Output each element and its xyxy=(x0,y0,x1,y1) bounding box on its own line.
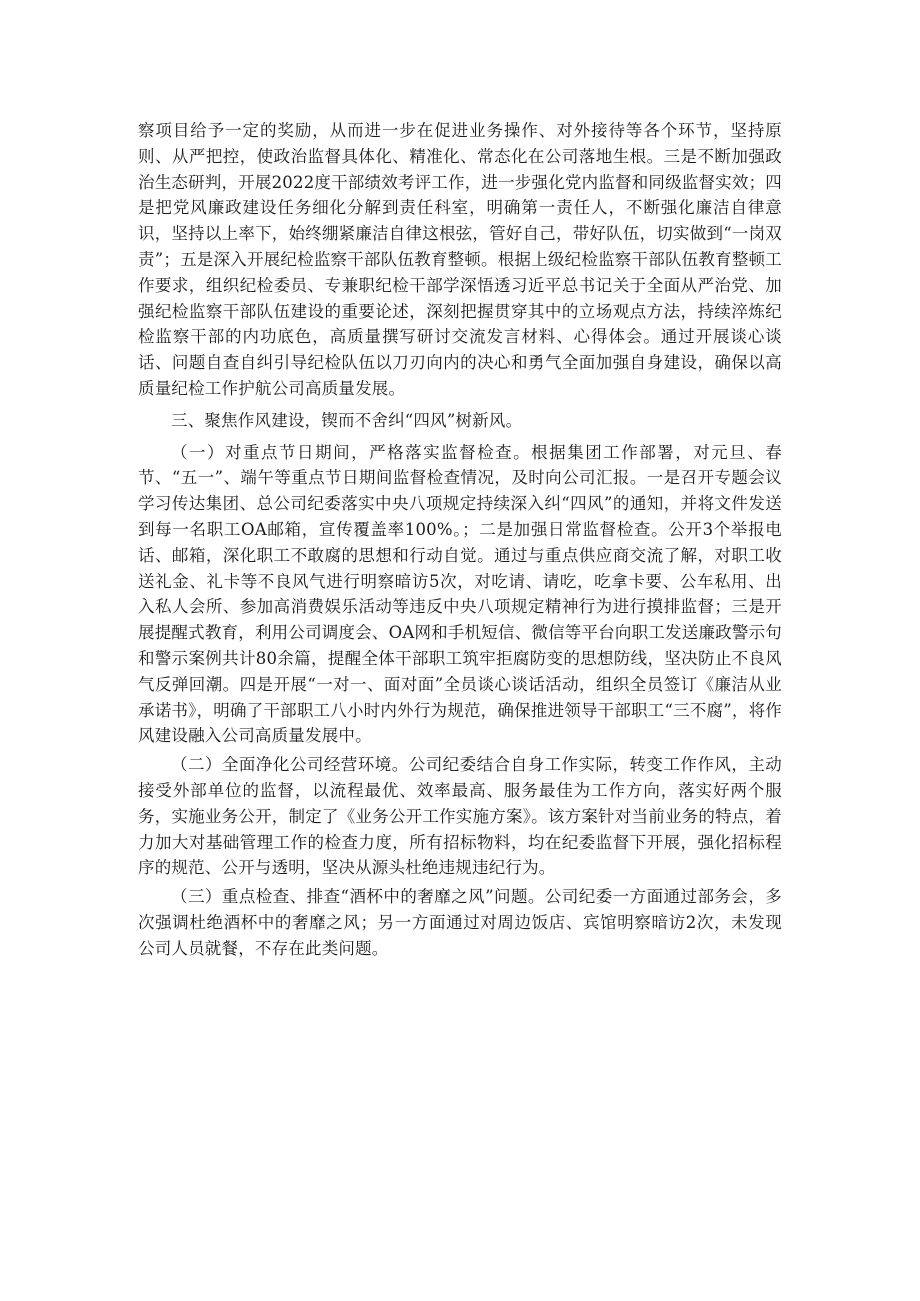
section-heading: 三、聚焦作风建设，锲而不舍纠“四风”树新风。 xyxy=(171,410,523,430)
paragraph-extravagance-check: （三）重点检查、排查“酒杯中的奢靡之风”问题。公司纪委一方面通过部务会，多次强调杜绝酒杯中的奢靡之风；另一方面通过对周边饭店、宾馆明察暗访2次，未发现公司人员就餐，不存在此类问题。 xyxy=(138,887,782,958)
paragraph-holiday-supervision: （一）对重点节日期间，严格落实监督检查。根据集团工作部署，对元旦、春节、“五一”、端午等重点节日期间监督检查情况，及时向公司汇报。一是召开专题会议学习传达集团、总公司纪委落实中央八项规定持续深入纠“四风”的通知，并将文件发送到每一名职工OA邮箱，宣传覆盖率100%。；二是加强日常监督检查。公开3个举报电话、邮箱，深化职工不敢腐的思想和行动自觉。通过与重点供应商交流了解，对职工收送礼金、礼卡等不良风气进行明察暗访5次，对吃请、请吃，吃拿卡要、公车私用、出入私人会所、参加高消费娱乐活动等违反中央八项规定精神行为进行摸排监督；三是开展提醒式教育，利用公司调度会、OA网和手机短信、微信等平台向职工发送廉政警示句和警示案例共计80余篇，提醒全体干部职工筑牢拒腐防变的思想防线，坚决防止不良风气反弹回潮。四是开展“一对一、面对面”全员谈心谈话活动，组织全员签订《廉洁从业承诺书》，明确了干部职工八小时内外行为规范，确保推进领导干部职工“三不腐”，将作风建设融入公司高质量发展中。 xyxy=(138,442,782,746)
paragraph-continuation: 察项目给予一定的奖励，从而进一步在促进业务操作、对外接待等各个环节，坚持原则、从严把控，使政治监督具体化、精准化、常态化在公司落地生根。三是不断加强政治生态研判，开展2022度干部绩效考评工作，进一步强化党内监督和同级监督实效；四是把党风廉政建设任务细化分解到责任科室，明确第一责任人，不断强化廉洁自律意识，坚持以上率下，始终绷紧廉洁自律这根弦，管好自己，带好队伍，切实做到“一岗双责”；五是深入开展纪检监察干部队伍教育整顿。根据上级纪检监察干部队伍教育整顿工作要求，组织纪检委员、专兼职纪检干部学深悟透习近平总书记关于全面从严治党、加强纪检监察干部队伍建设的重要论述，深刻把握贯穿其中的立场观点方法，持续淬炼纪检监察干部的内功底色，高质量撰写研讨交流发言材料、心得体会。通过开展谈心谈话、问题自查自纠引导纪检队伍以刀刃向内的决心和勇气全面加强自身建设，确保以高质量纪检工作护航公司高质量发展。 xyxy=(138,121,782,398)
paragraph-business-environment: （二）全面净化公司经营环境。公司纪委结合自身工作实际，转变工作作风，主动接受外部单位的监督，以流程最优、效率最高、服务最佳为工作方向，落实好两个服务，实施业务公开，制定了《业务公开工作实施方案》。该方案针对当前业务的特点，着力加大对基础管理工作的检查力度，所有招标物料，均在纪委监督下开展，强化招标程序的规范、公开与透明，坚决从源头杜绝违规违纪行为。 xyxy=(138,755,782,878)
document-page xyxy=(138,118,782,962)
